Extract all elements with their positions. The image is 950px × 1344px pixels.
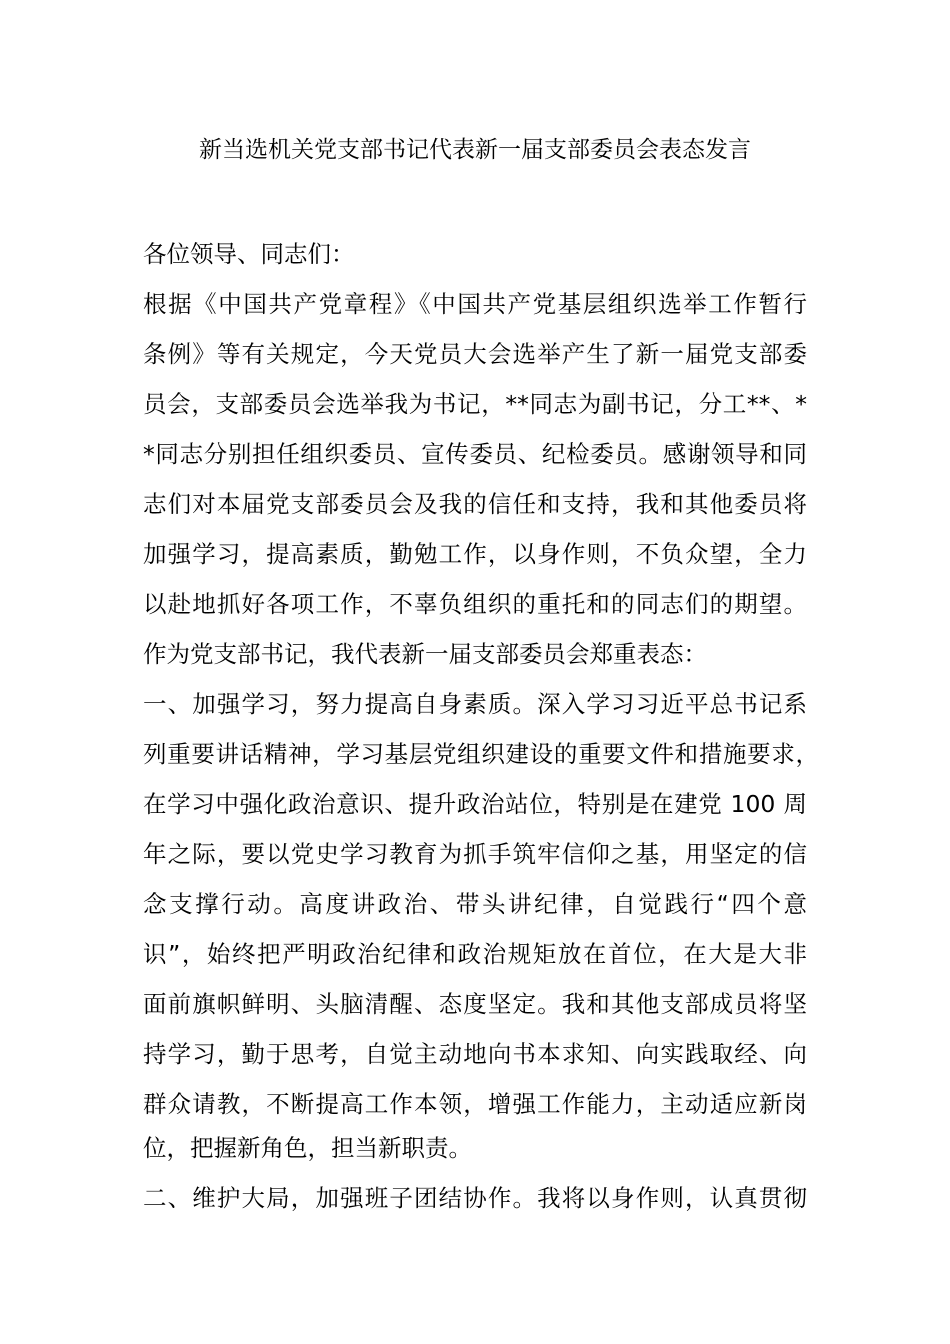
salutation: 各位领导、同志们： [143,240,355,268]
paragraph-line: 面前旗帜鲜明、头脑清醒、态度坚定。我和其他支部成员将坚 [143,990,807,1018]
document-title: 新当选机关党支部书记代表新一届支部委员会表态发言 [199,137,751,163]
section-heading-line: 二、维护大局，加强班子团结协作。我将以身作则，认真贯彻 [143,1184,807,1212]
paragraph-line: 年之际，要以党史学习教育为抓手筑牢信仰之基，用坚定的信 [143,840,807,868]
paragraph-line: 作为党支部书记，我代表新一届支部委员会郑重表态： [143,640,707,668]
paragraph-line: 群众请教，不断提高工作本领，增强工作能力，主动适应新岗 [143,1090,807,1118]
paragraph-line: 条例》等有关规定，今天党员大会选举产生了新一届党支部委 [143,340,807,368]
paragraph-line: 根据《中国共产党章程》《中国共产党基层组织选举工作暂行 [143,290,807,318]
section-heading-line: 一、加强学习，努力提高自身素质。深入学习习近平总书记系 [143,690,807,718]
paragraph-line: 持学习，勤于思考，自觉主动地向书本求知、向实践取经、向 [143,1040,807,1068]
paragraph-line: 以赴地抓好各项工作，不辜负组织的重托和的同志们的期望。 [143,590,807,618]
paragraph-line: 员会，支部委员会选举我为书记，**同志为副书记，分工**、* [143,390,807,418]
paragraph-line: 加强学习，提高素质，勤勉工作，以身作则，不负众望，全力 [143,540,807,568]
paragraph-line: 志们对本届党支部委员会及我的信任和支持，我和其他委员将 [143,490,807,518]
paragraph-line: 列重要讲话精神，学习基层党组织建设的重要文件和措施要求， [143,740,819,768]
paragraph-line: 识”，始终把严明政治纪律和政治规矩放在首位，在大是大非 [143,940,807,968]
paragraph-line: 念支撑行动。高度讲政治、带头讲纪律，自觉践行“四个意 [143,890,807,918]
paragraph-line: 位，把握新角色，担当新职责。 [143,1134,472,1162]
paragraph-line: 在学习中强化政治意识、提升政治站位，特别是在建党 100 周 [143,790,807,818]
paragraph-line: *同志分别担任组织委员、宣传委员、纪检委员。感谢领导和同 [143,440,807,468]
